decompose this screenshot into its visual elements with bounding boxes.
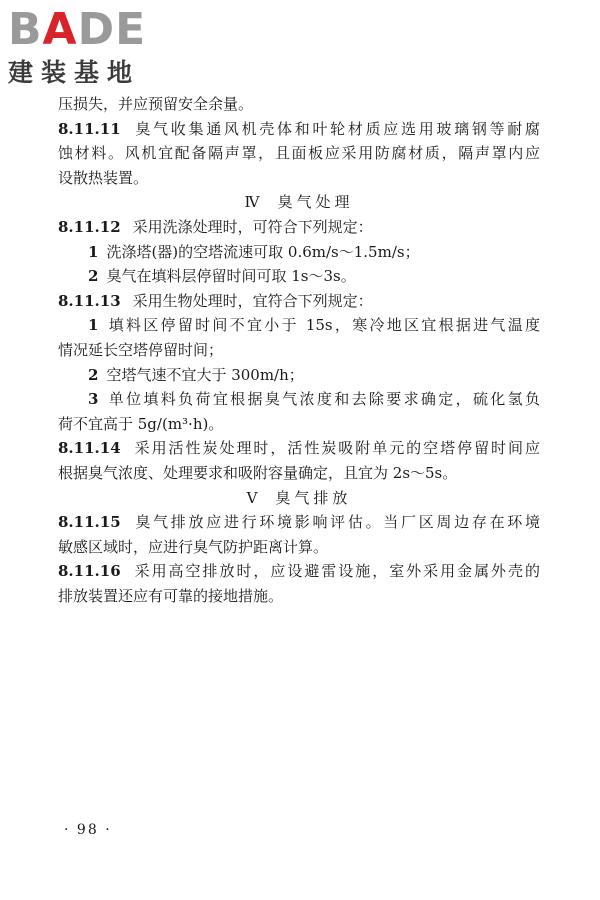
section-heading-v: Ⅴ 臭气排放 [246, 488, 352, 507]
list-item: 3 单位填料负荷宜根据臭气浓度和去除要求确定，硫化氢负 [88, 390, 540, 409]
text-line: 压损失，并应预留安全余量。 [58, 95, 254, 113]
clause-8-11-14: 8.11.14 采用活性炭处理时，活性炭吸附单元的空塔停留时间应 [58, 439, 540, 458]
clause-8-11-13: 8.11.13 采用生物处理时，宜符合下列规定： [58, 291, 373, 310]
clause-number: 8.11.12 [58, 217, 121, 236]
list-item: 2 空塔气速不宜大于 300m/h； [88, 365, 304, 384]
text-line: 敏感区域时，应进行臭气防护距离计算。 [58, 537, 329, 556]
list-item: 1 填料区停留时间不宜小于 15s，寒冷地区宜根据进气温度 [88, 316, 540, 335]
section-heading-iv: Ⅳ 臭气处理 [244, 193, 354, 212]
logo [8, 6, 178, 88]
clause-8-11-16: 8.11.16 采用高空排放时，应设避雷设施，室外采用金属外壳的 [58, 562, 540, 581]
clause-8-11-12: 8.11.12 采用洗涤处理时，可符合下列规定： [58, 217, 373, 236]
clause-number: 8.11.15 [58, 513, 121, 532]
page-number: · 98 · [64, 822, 112, 838]
clause-number: 8.11.16 [58, 562, 121, 581]
text-line: 荷不宜高于 5g/(m³·h)。 [58, 414, 224, 433]
clause-8-11-15: 8.11.15 臭气排放应进行环境影响评估。当厂区周边存在环境 [58, 513, 540, 532]
text-line: 设散热装置。 [58, 168, 149, 187]
text-line: 排放装置还应有可靠的接地措施。 [58, 586, 284, 605]
clause-number: 8.11.11 [58, 119, 121, 138]
clause-8-11-11: 8.11.11 臭气收集通风机壳体和叶轮材质应选用玻璃钢等耐腐 [58, 119, 540, 138]
page-body [58, 92, 540, 608]
list-item: 2 臭气在填料层停留时间可取 1s～3s。 [88, 267, 356, 286]
text-line: 情况延长空塔停留时间； [58, 340, 224, 359]
logo-tagline: 建装基地 [8, 58, 141, 87]
text-line: 蚀材料。风机宜配备隔声罩，且面板应采用防腐材质，隔声罩内应 [58, 144, 540, 163]
clause-number: 8.11.14 [58, 439, 121, 458]
clause-number: 8.11.13 [58, 291, 121, 310]
list-item: 1 洗涤塔(器)的空塔流速可取 0.6m/s～1.5m/s； [88, 242, 420, 261]
logo-wordmark: BADE [8, 4, 147, 55]
text-line: 根据臭气浓度、处理要求和吸附容量确定，且宜为 2s～5s。 [58, 463, 458, 482]
